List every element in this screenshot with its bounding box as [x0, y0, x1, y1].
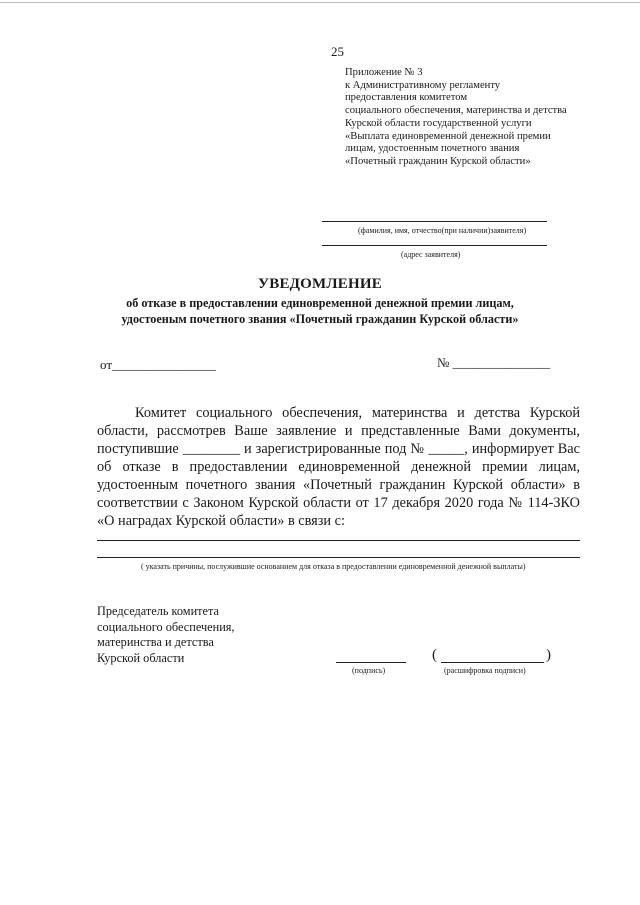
appendix-line: Приложение № 3: [345, 67, 423, 78]
appendix-line: Курской области государственной услуги: [345, 117, 532, 129]
signatory-line: социального обеспечения,: [97, 619, 235, 634]
body-paragraph: Комитет социального обеспечения, материнства и детства Курской области, рассмотрев Ваше заявление и представленные Вами документы, поступившие ________ и зарегистрированные под № _____, информирует Вас об отказе в предоставлении единовременной денежной премии лицам, удостоенным почетного звания «Почетный гражданин Курской области» в соответствии с Законом Курской области от 17 декабря 2020 года № 114-ЗКО «О наградах Курской области» в связи с:: [97, 405, 580, 529]
appendix-line: лицам, удостоенным почетного звания: [345, 143, 520, 155]
appendix-line: «Выплата единовременной денежной премии: [345, 130, 551, 142]
notice-subtitle-line1: об отказе в предоставлении единовременной денежной премии лицам,: [126, 296, 514, 310]
signature-caption: (подпись): [352, 666, 386, 675]
appendix-line: «Почетный гражданин Курской области»: [345, 155, 531, 167]
applicant-name-caption: (фамилия, имя, отчество(при наличии)заявителя): [358, 226, 527, 235]
notice-number-field: № _______________: [437, 355, 551, 370]
appendix-line: предоставления комитетом: [345, 92, 468, 104]
applicant-address-caption: (адрес заявителя): [401, 250, 461, 259]
applicant-name-line: [322, 221, 547, 222]
signatory-line: Курской области: [97, 650, 185, 665]
appendix-line: к Административному регламенту: [345, 79, 501, 91]
applicant-address-line: [322, 245, 547, 246]
signature-line: [336, 662, 406, 663]
notice-title: УВЕДОМЛЕНИЕ: [258, 276, 382, 292]
signatory-line: материнства и детства: [97, 635, 214, 650]
appendix-line: социального обеспечения, материнства и детства: [345, 105, 567, 117]
signatory-position: [97, 604, 235, 666]
page-number: 25: [331, 44, 344, 59]
notice-subtitle-line2: удостоеным почетного звания «Почетный гражданин Курской области»: [121, 312, 519, 326]
paren-close: ): [546, 647, 551, 663]
signatory-line: Председатель комитета: [97, 604, 219, 618]
reason-caption: ( указать причины, послужившие основанием для отказа в предоставлении единовременной денежной выплаты): [141, 562, 526, 571]
reason-line-1: [97, 540, 580, 541]
reason-line-2: [97, 557, 580, 558]
decipher-caption: (расшифровка подписи): [444, 666, 526, 675]
top-rule: [0, 2, 640, 3]
from-date-field: от________________: [100, 357, 217, 372]
paren-open: (: [432, 647, 437, 663]
notice-body: [97, 404, 580, 530]
appendix-header: [345, 67, 605, 169]
decipher-line: [441, 662, 544, 663]
